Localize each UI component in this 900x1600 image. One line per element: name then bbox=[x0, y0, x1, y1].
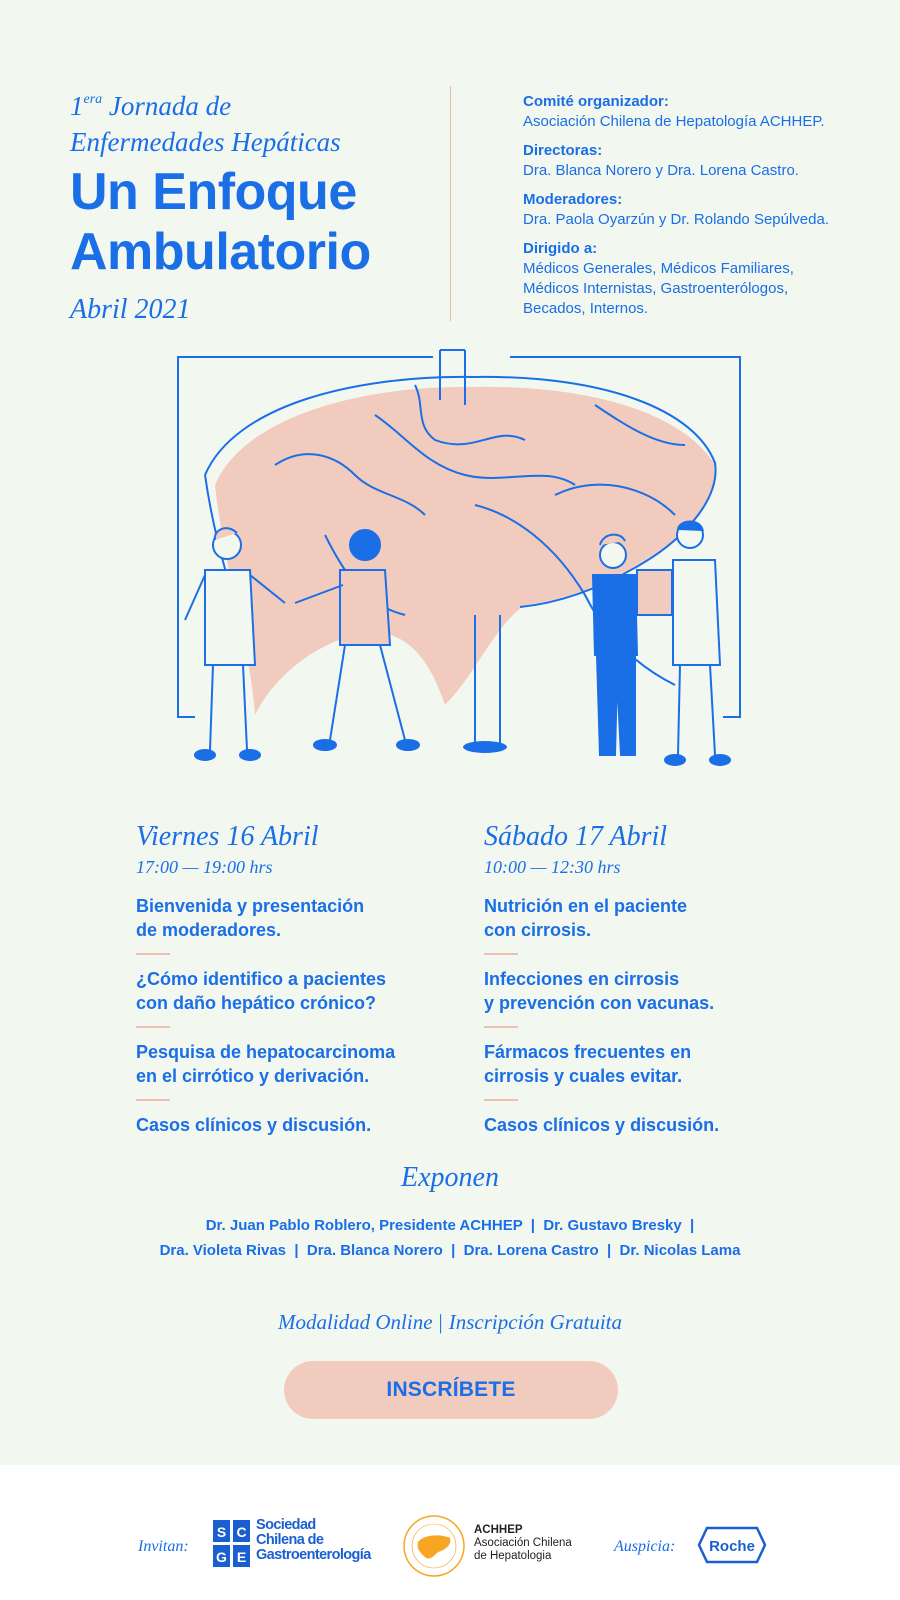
talk-line: con cirrosis. bbox=[484, 920, 592, 940]
org-audience-line2: Médicos Internistas, Gastroenterólogos, bbox=[523, 280, 789, 297]
speakers-line2: Dra. Violeta Rivas | Dra. Blanca Norero | Dra. Lorena Castro | Dr. Nicolas Lama bbox=[159, 1242, 741, 1259]
achhep-name bbox=[474, 1524, 572, 1563]
org-moderators-label: Moderadores: bbox=[523, 191, 623, 208]
org-directors-value: Dra. Blanca Norero y Dra. Lorena Castro. bbox=[523, 162, 799, 179]
modality-online: Modalidad Online bbox=[277, 1310, 433, 1334]
talk-list bbox=[484, 894, 814, 1137]
org-directors-label: Directoras: bbox=[523, 142, 603, 159]
sched-mark-letter: S bbox=[216, 1524, 227, 1540]
speakers-title: Exponen bbox=[401, 1162, 499, 1193]
org-audience-line1: Médicos Generales, Médicos Familiares, bbox=[523, 260, 794, 277]
edition-subtitle: Enfermedades Hepáticas bbox=[70, 127, 341, 157]
sched-name-line: Gastroenterología bbox=[256, 1547, 371, 1563]
register-button[interactable]: INSCRÍBETE bbox=[284, 1361, 618, 1419]
org-audience bbox=[523, 239, 883, 319]
talk-divider bbox=[484, 1026, 518, 1028]
day-title: Sábado 17 Abril bbox=[484, 821, 668, 852]
talk-item bbox=[484, 1113, 814, 1137]
speakers-list bbox=[0, 1213, 900, 1263]
sched-name-line: Sociedad bbox=[256, 1517, 316, 1533]
talk-divider bbox=[484, 953, 518, 955]
program-day-friday bbox=[136, 820, 466, 1137]
talk-divider bbox=[136, 953, 170, 955]
sched-mark-letter: C bbox=[236, 1524, 247, 1540]
achhep-name-line: de Hepatologia bbox=[474, 1550, 552, 1562]
talk-item bbox=[136, 1113, 466, 1137]
main-title-line2: Ambulatorio bbox=[70, 223, 371, 281]
talk-item bbox=[136, 894, 466, 942]
day-time: 17:00 — 19:00 hrs bbox=[136, 857, 273, 877]
achhep-name-line: Asociación Chilena bbox=[474, 1537, 572, 1549]
auspicia-label: Auspicia: bbox=[614, 1538, 676, 1555]
achhep-liver-icon bbox=[402, 1514, 466, 1578]
modality-separator: | bbox=[438, 1310, 443, 1334]
org-audience-label: Dirigido a: bbox=[523, 240, 598, 257]
edition-text: Jornada de bbox=[108, 91, 232, 121]
talk-item bbox=[484, 1040, 814, 1088]
talk-divider bbox=[484, 1099, 518, 1101]
org-audience-line3: Becados, Internos. bbox=[523, 300, 649, 317]
talk-line: Casos clínicos y discusión. bbox=[136, 1115, 372, 1135]
talk-item bbox=[136, 1040, 466, 1088]
talk-line: Bienvenida y presentación bbox=[136, 896, 365, 916]
talk-line: y prevención con vacunas. bbox=[484, 993, 715, 1013]
day-title: Viernes 16 Abril bbox=[136, 821, 319, 852]
org-directors bbox=[523, 141, 883, 181]
talk-item bbox=[484, 967, 814, 1015]
liver-doctors-illustration bbox=[175, 345, 765, 795]
talk-line: en el cirrótico y derivación. bbox=[136, 1066, 370, 1086]
sched-mark-letter: G bbox=[216, 1549, 227, 1565]
talk-item bbox=[136, 967, 466, 1015]
sched-logo bbox=[213, 1518, 383, 1568]
sched-name bbox=[256, 1518, 371, 1563]
liver-organ bbox=[205, 350, 716, 753]
event-date: Abril 2021 bbox=[70, 294, 191, 325]
invitan-label: Invitan: bbox=[138, 1538, 189, 1555]
talk-line: cirrosis y cuales evitar. bbox=[484, 1066, 683, 1086]
talk-divider bbox=[136, 1099, 170, 1101]
modality-line bbox=[0, 1310, 900, 1335]
day-time: 10:00 — 12:30 hrs bbox=[484, 857, 621, 877]
talk-item bbox=[484, 894, 814, 942]
program-day-saturday bbox=[484, 820, 814, 1137]
talk-line: ¿Cómo identifico a pacientes bbox=[136, 969, 387, 989]
main-title bbox=[70, 162, 440, 282]
talk-line: de moderadores. bbox=[136, 920, 282, 940]
talk-line: Nutrición en el paciente bbox=[484, 896, 688, 916]
header-divider bbox=[450, 86, 451, 321]
modality-free: Inscripción Gratuita bbox=[448, 1310, 623, 1334]
roche-logo bbox=[697, 1526, 767, 1564]
roche-wordmark: Roche bbox=[709, 1538, 755, 1555]
edition-line: $1^{era}$ Jornada de bbox=[70, 91, 232, 121]
talk-line: Fármacos frecuentes en bbox=[484, 1042, 692, 1062]
sched-mark-letter: E bbox=[236, 1549, 247, 1565]
org-committee-value: Asociación Chilena de Hepatología ACHHEP. bbox=[523, 113, 825, 130]
talk-list bbox=[136, 894, 466, 1137]
org-moderators bbox=[523, 190, 883, 230]
speakers-line1: Dr. Juan Pablo Roblero, Presidente ACHHEP | Dr. Gustavo Bresky | bbox=[205, 1217, 695, 1234]
talk-line: Pesquisa de hepatocarcinoma bbox=[136, 1042, 396, 1062]
achhep-acronym: ACHHEP bbox=[474, 1524, 523, 1536]
talk-line: con daño hepático crónico? bbox=[136, 993, 377, 1013]
talk-divider bbox=[136, 1026, 170, 1028]
organization-info bbox=[523, 92, 883, 328]
org-moderators-value: Dra. Paola Oyarzún y Dr. Rolando Sepúlveda. bbox=[523, 211, 829, 228]
sched-mark-icon bbox=[213, 1518, 253, 1568]
header-title-block bbox=[70, 82, 440, 326]
sched-name-line: Chilena de bbox=[256, 1532, 324, 1548]
doctor-man-right bbox=[665, 521, 730, 765]
main-title-line1: Un Enfoque bbox=[70, 163, 357, 221]
edition-superscript: era bbox=[83, 92, 103, 107]
talk-line: Infecciones en cirrosis bbox=[484, 969, 680, 989]
org-committee-label: Comité organizador: bbox=[523, 93, 669, 110]
talk-line: Casos clínicos y discusión. bbox=[484, 1115, 720, 1135]
org-committee bbox=[523, 92, 883, 132]
